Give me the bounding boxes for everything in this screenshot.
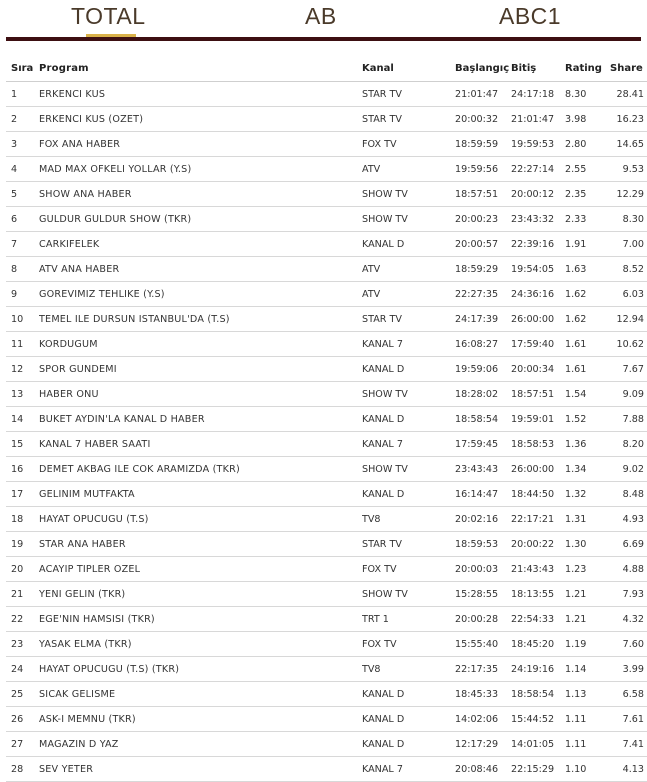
rank-cell: 13 xyxy=(6,382,39,407)
share-cell: 6.69 xyxy=(606,532,647,557)
rating-cell: 1.19 xyxy=(565,632,606,657)
table-row xyxy=(6,382,647,407)
rank-cell: 24 xyxy=(6,657,39,682)
channel-cell: ATV xyxy=(362,282,455,307)
channel-cell: KANAL D xyxy=(362,482,455,507)
rating-cell: 1.62 xyxy=(565,307,606,332)
share-cell: 14.65 xyxy=(606,132,647,157)
start-time-cell: 19:59:56 xyxy=(455,157,511,182)
channel-cell: FOX TV xyxy=(362,557,455,582)
end-time-cell: 19:59:53 xyxy=(511,132,565,157)
start-time-cell: 18:59:29 xyxy=(455,257,511,282)
table-row xyxy=(6,607,647,632)
table-row xyxy=(6,332,647,357)
end-time-cell: 22:54:33 xyxy=(511,607,565,632)
end-time-cell: 21:01:47 xyxy=(511,107,565,132)
program-cell: KORDUGUM xyxy=(39,332,362,357)
share-cell: 7.88 xyxy=(606,407,647,432)
end-time-cell: 14:01:05 xyxy=(511,732,565,757)
rank-cell: 19 xyxy=(6,532,39,557)
program-cell: MAD MAX OFKELI YOLLAR (Y.S) xyxy=(39,157,362,182)
channel-cell: ATV xyxy=(362,157,455,182)
start-time-cell: 17:59:45 xyxy=(455,432,511,457)
channel-cell: SHOW TV xyxy=(362,382,455,407)
rank-cell: 5 xyxy=(6,182,39,207)
rating-cell: 2.55 xyxy=(565,157,606,182)
table-row xyxy=(6,282,647,307)
program-cell: BUKET AYDIN'LA KANAL D HABER xyxy=(39,407,362,432)
table-row xyxy=(6,682,647,707)
start-time-cell: 18:58:54 xyxy=(455,407,511,432)
channel-cell: KANAL 7 xyxy=(362,332,455,357)
table-row xyxy=(6,757,647,782)
rank-cell: 9 xyxy=(6,282,39,307)
start-time-cell: 22:27:35 xyxy=(455,282,511,307)
program-cell: ERKENCI KUS xyxy=(39,82,362,107)
share-cell: 4.13 xyxy=(606,757,647,782)
start-time-cell: 20:00:57 xyxy=(455,232,511,257)
share-cell: 7.61 xyxy=(606,707,647,732)
rank-cell: 20 xyxy=(6,557,39,582)
rating-cell: 1.14 xyxy=(565,657,606,682)
rating-cell: 1.61 xyxy=(565,332,606,357)
column-header-baslangic[interactable]: Başlangıç xyxy=(455,55,511,82)
table-row xyxy=(6,657,647,682)
share-cell: 8.48 xyxy=(606,482,647,507)
end-time-cell: 22:39:16 xyxy=(511,232,565,257)
table-row xyxy=(6,532,647,557)
table-body xyxy=(6,82,647,782)
share-cell: 8.30 xyxy=(606,207,647,232)
start-time-cell: 22:17:35 xyxy=(455,657,511,682)
rank-cell: 25 xyxy=(6,682,39,707)
table-row xyxy=(6,407,647,432)
rank-cell: 14 xyxy=(6,407,39,432)
rating-cell: 3.98 xyxy=(565,107,606,132)
rank-cell: 12 xyxy=(6,357,39,382)
channel-cell: SHOW TV xyxy=(362,582,455,607)
rank-cell: 2 xyxy=(6,107,39,132)
channel-cell: KANAL D xyxy=(362,407,455,432)
program-cell: GULDUR GULDUR SHOW (TKR) xyxy=(39,207,362,232)
end-time-cell: 18:58:54 xyxy=(511,682,565,707)
column-header-rating[interactable]: Rating xyxy=(565,55,606,82)
rank-cell: 15 xyxy=(6,432,39,457)
table-header-row xyxy=(6,55,647,82)
program-cell: DEMET AKBAG ILE COK ARAMIZDA (TKR) xyxy=(39,457,362,482)
rating-cell: 1.13 xyxy=(565,682,606,707)
end-time-cell: 18:45:20 xyxy=(511,632,565,657)
rank-cell: 11 xyxy=(6,332,39,357)
end-time-cell: 22:17:21 xyxy=(511,507,565,532)
table-row xyxy=(6,82,647,107)
start-time-cell: 24:17:39 xyxy=(455,307,511,332)
share-cell: 28.41 xyxy=(606,82,647,107)
rank-cell: 16 xyxy=(6,457,39,482)
ratings-table xyxy=(6,55,647,782)
rank-cell: 27 xyxy=(6,732,39,757)
end-time-cell: 18:44:50 xyxy=(511,482,565,507)
table-row xyxy=(6,157,647,182)
program-cell: TEMEL ILE DURSUN ISTANBUL'DA (T.S) xyxy=(39,307,362,332)
rank-cell: 21 xyxy=(6,582,39,607)
rank-cell: 23 xyxy=(6,632,39,657)
table-row xyxy=(6,182,647,207)
program-cell: EGE'NIN HAMSISI (TKR) xyxy=(39,607,362,632)
program-cell: GOREVIMIZ TEHLIKE (Y.S) xyxy=(39,282,362,307)
rating-cell: 1.11 xyxy=(565,707,606,732)
rating-cell: 1.30 xyxy=(565,532,606,557)
channel-cell: ATV xyxy=(362,257,455,282)
start-time-cell: 20:00:23 xyxy=(455,207,511,232)
start-time-cell: 21:01:47 xyxy=(455,82,511,107)
end-time-cell: 19:54:05 xyxy=(511,257,565,282)
program-cell: KANAL 7 HABER SAATI xyxy=(39,432,362,457)
rating-cell: 2.80 xyxy=(565,132,606,157)
program-cell: HABER ONU xyxy=(39,382,362,407)
end-time-cell: 18:57:51 xyxy=(511,382,565,407)
rating-cell: 1.21 xyxy=(565,582,606,607)
program-cell: FOX ANA HABER xyxy=(39,132,362,157)
end-time-cell: 22:15:29 xyxy=(511,757,565,782)
channel-cell: KANAL 7 xyxy=(362,757,455,782)
column-header-share[interactable]: Share xyxy=(606,55,647,82)
start-time-cell: 20:08:46 xyxy=(455,757,511,782)
share-cell: 9.09 xyxy=(606,382,647,407)
rank-cell: 22 xyxy=(6,607,39,632)
table-row xyxy=(6,457,647,482)
channel-cell: TV8 xyxy=(362,507,455,532)
rank-cell: 6 xyxy=(6,207,39,232)
program-cell: YENI GELIN (TKR) xyxy=(39,582,362,607)
program-cell: HAYAT OPUCUGU (T.S) (TKR) xyxy=(39,657,362,682)
table-row xyxy=(6,707,647,732)
start-time-cell: 14:02:06 xyxy=(455,707,511,732)
rating-cell: 1.32 xyxy=(565,482,606,507)
rank-cell: 18 xyxy=(6,507,39,532)
share-cell: 9.02 xyxy=(606,457,647,482)
tab-abc1[interactable]: ABC1 xyxy=(499,3,562,29)
audience-tabs xyxy=(0,0,647,38)
share-cell: 8.20 xyxy=(606,432,647,457)
program-cell: GELINIM MUTFAKTA xyxy=(39,482,362,507)
end-time-cell: 24:36:16 xyxy=(511,282,565,307)
rank-cell: 26 xyxy=(6,707,39,732)
end-time-cell: 26:00:00 xyxy=(511,307,565,332)
column-header-kanal[interactable]: Kanal xyxy=(362,55,455,82)
program-cell: ATV ANA HABER xyxy=(39,257,362,282)
share-cell: 7.41 xyxy=(606,732,647,757)
start-time-cell: 20:00:03 xyxy=(455,557,511,582)
share-cell: 16.23 xyxy=(606,107,647,132)
share-cell: 12.29 xyxy=(606,182,647,207)
column-header-sira[interactable]: Sıra xyxy=(6,55,39,82)
share-cell: 7.67 xyxy=(606,357,647,382)
start-time-cell: 18:28:02 xyxy=(455,382,511,407)
rating-cell: 1.63 xyxy=(565,257,606,282)
share-cell: 6.03 xyxy=(606,282,647,307)
start-time-cell: 19:59:06 xyxy=(455,357,511,382)
channel-cell: SHOW TV xyxy=(362,457,455,482)
channel-cell: STAR TV xyxy=(362,82,455,107)
end-time-cell: 20:00:12 xyxy=(511,182,565,207)
tab-ab[interactable]: AB xyxy=(305,3,337,29)
rank-cell: 10 xyxy=(6,307,39,332)
start-time-cell: 20:00:32 xyxy=(455,107,511,132)
start-time-cell: 18:57:51 xyxy=(455,182,511,207)
share-cell: 4.32 xyxy=(606,607,647,632)
share-cell: 4.88 xyxy=(606,557,647,582)
rank-cell: 3 xyxy=(6,132,39,157)
program-cell: CARKIFELEK xyxy=(39,232,362,257)
end-time-cell: 21:43:43 xyxy=(511,557,565,582)
rating-cell: 1.11 xyxy=(565,732,606,757)
channel-cell: STAR TV xyxy=(362,107,455,132)
table-row xyxy=(6,307,647,332)
program-cell: SPOR GUNDEMI xyxy=(39,357,362,382)
share-cell: 6.58 xyxy=(606,682,647,707)
program-cell: SHOW ANA HABER xyxy=(39,182,362,207)
channel-cell: SHOW TV xyxy=(362,182,455,207)
program-cell: SICAK GELISME xyxy=(39,682,362,707)
table-row xyxy=(6,557,647,582)
program-cell: MAGAZIN D YAZ xyxy=(39,732,362,757)
channel-cell: FOX TV xyxy=(362,132,455,157)
table-row xyxy=(6,207,647,232)
rating-cell: 1.23 xyxy=(565,557,606,582)
start-time-cell: 20:02:16 xyxy=(455,507,511,532)
channel-cell: STAR TV xyxy=(362,532,455,557)
share-cell: 7.00 xyxy=(606,232,647,257)
end-time-cell: 22:27:14 xyxy=(511,157,565,182)
share-cell: 7.93 xyxy=(606,582,647,607)
table-row xyxy=(6,107,647,132)
rating-cell: 1.34 xyxy=(565,457,606,482)
table-row xyxy=(6,357,647,382)
table-row xyxy=(6,507,647,532)
rating-cell: 2.35 xyxy=(565,182,606,207)
rating-cell: 1.10 xyxy=(565,757,606,782)
rating-cell: 1.91 xyxy=(565,232,606,257)
rating-cell: 8.30 xyxy=(565,82,606,107)
column-header-bitis[interactable]: Bitiş xyxy=(511,55,565,82)
channel-cell: SHOW TV xyxy=(362,207,455,232)
rank-cell: 7 xyxy=(6,232,39,257)
share-cell: 12.94 xyxy=(606,307,647,332)
end-time-cell: 15:44:52 xyxy=(511,707,565,732)
program-cell: ACAYIP TIPLER OZEL xyxy=(39,557,362,582)
rating-cell: 1.31 xyxy=(565,507,606,532)
end-time-cell: 17:59:40 xyxy=(511,332,565,357)
rating-cell: 2.33 xyxy=(565,207,606,232)
start-time-cell: 18:59:59 xyxy=(455,132,511,157)
start-time-cell: 23:43:43 xyxy=(455,457,511,482)
end-time-cell: 18:13:55 xyxy=(511,582,565,607)
end-time-cell: 24:19:16 xyxy=(511,657,565,682)
start-time-cell: 18:45:33 xyxy=(455,682,511,707)
end-time-cell: 23:43:32 xyxy=(511,207,565,232)
rating-cell: 1.54 xyxy=(565,382,606,407)
end-time-cell: 18:58:53 xyxy=(511,432,565,457)
channel-cell: KANAL D xyxy=(362,707,455,732)
table-row xyxy=(6,632,647,657)
column-header-program[interactable]: Program xyxy=(39,55,362,82)
end-time-cell: 20:00:22 xyxy=(511,532,565,557)
rank-cell: 8 xyxy=(6,257,39,282)
start-time-cell: 15:55:40 xyxy=(455,632,511,657)
start-time-cell: 12:17:29 xyxy=(455,732,511,757)
header-divider xyxy=(6,37,641,41)
rank-cell: 28 xyxy=(6,757,39,782)
rank-cell: 17 xyxy=(6,482,39,507)
channel-cell: KANAL D xyxy=(362,682,455,707)
table-row xyxy=(6,582,647,607)
program-cell: HAYAT OPUCUGU (T.S) xyxy=(39,507,362,532)
table-row xyxy=(6,432,647,457)
rating-cell: 1.62 xyxy=(565,282,606,307)
rating-cell: 1.21 xyxy=(565,607,606,632)
tab-total[interactable]: TOTAL xyxy=(71,3,146,29)
start-time-cell: 20:00:28 xyxy=(455,607,511,632)
table-row xyxy=(6,482,647,507)
rank-cell: 1 xyxy=(6,82,39,107)
channel-cell: KANAL D xyxy=(362,232,455,257)
program-cell: ASK-I MEMNU (TKR) xyxy=(39,707,362,732)
share-cell: 10.62 xyxy=(606,332,647,357)
share-cell: 8.52 xyxy=(606,257,647,282)
channel-cell: STAR TV xyxy=(362,307,455,332)
program-cell: YASAK ELMA (TKR) xyxy=(39,632,362,657)
table-row xyxy=(6,132,647,157)
table-row xyxy=(6,732,647,757)
channel-cell: KANAL D xyxy=(362,732,455,757)
end-time-cell: 24:17:18 xyxy=(511,82,565,107)
share-cell: 7.60 xyxy=(606,632,647,657)
rating-cell: 1.61 xyxy=(565,357,606,382)
start-time-cell: 18:59:53 xyxy=(455,532,511,557)
program-cell: SEV YETER xyxy=(39,757,362,782)
share-cell: 3.99 xyxy=(606,657,647,682)
program-cell: STAR ANA HABER xyxy=(39,532,362,557)
rating-cell: 1.36 xyxy=(565,432,606,457)
channel-cell: KANAL 7 xyxy=(362,432,455,457)
end-time-cell: 19:59:01 xyxy=(511,407,565,432)
start-time-cell: 16:08:27 xyxy=(455,332,511,357)
end-time-cell: 26:00:00 xyxy=(511,457,565,482)
rating-cell: 1.52 xyxy=(565,407,606,432)
rank-cell: 4 xyxy=(6,157,39,182)
table-row xyxy=(6,232,647,257)
share-cell: 4.93 xyxy=(606,507,647,532)
channel-cell: KANAL D xyxy=(362,357,455,382)
share-cell: 9.53 xyxy=(606,157,647,182)
channel-cell: FOX TV xyxy=(362,632,455,657)
table-row xyxy=(6,257,647,282)
program-cell: ERKENCI KUS (OZET) xyxy=(39,107,362,132)
end-time-cell: 20:00:34 xyxy=(511,357,565,382)
start-time-cell: 15:28:55 xyxy=(455,582,511,607)
channel-cell: TRT 1 xyxy=(362,607,455,632)
channel-cell: TV8 xyxy=(362,657,455,682)
start-time-cell: 16:14:47 xyxy=(455,482,511,507)
